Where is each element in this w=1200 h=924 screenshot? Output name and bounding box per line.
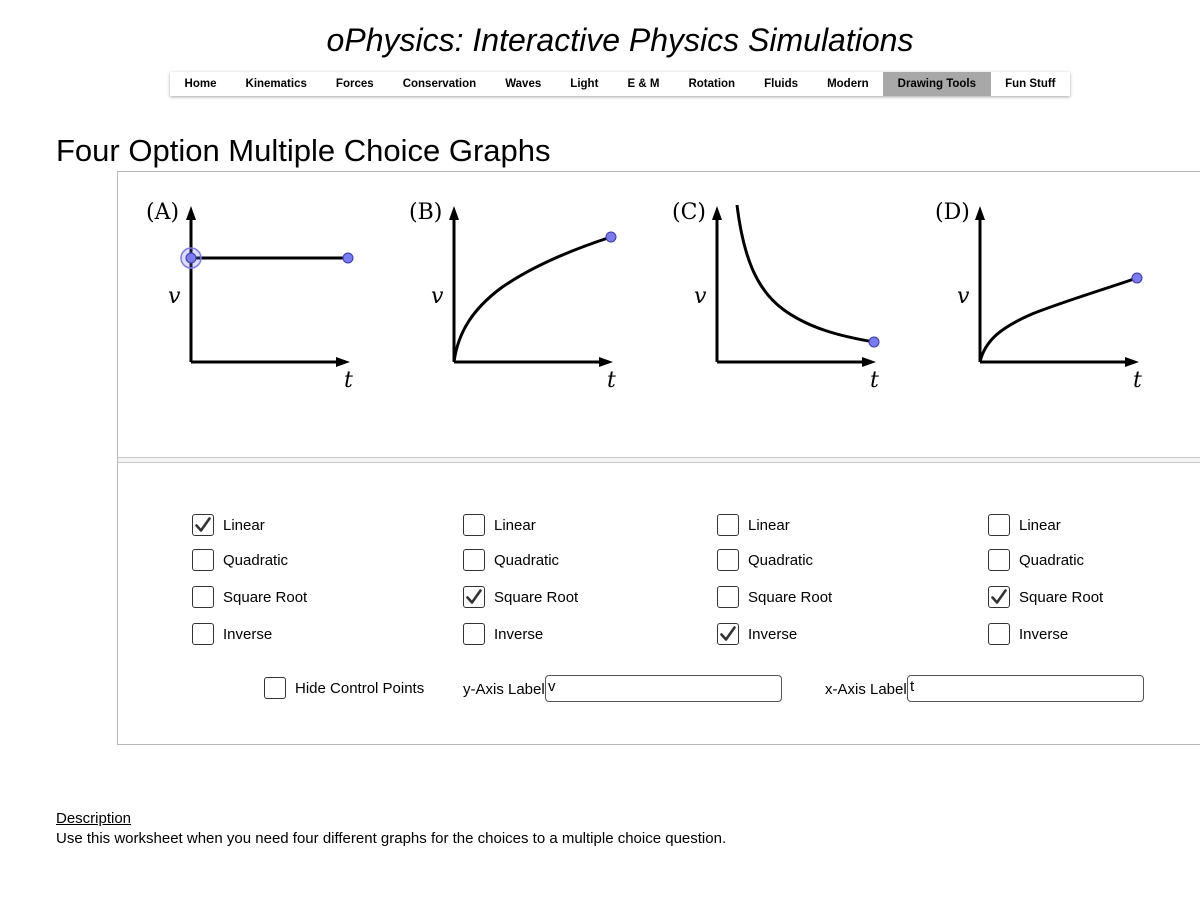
option-a-square-root[interactable]: [192, 584, 307, 610]
option-d-square-root[interactable]: [988, 584, 1103, 610]
checkmark-icon: [990, 588, 1008, 606]
x-axis-arrow-icon: [599, 357, 613, 367]
x-axis-label: t: [344, 368, 353, 393]
option-label: Inverse: [1019, 625, 1069, 643]
option-a-linear[interactable]: [192, 512, 265, 538]
x-axis-field-label: x-Axis Label: [825, 681, 907, 698]
nav-kinematics[interactable]: Kinematics: [245, 78, 307, 90]
x-axis-label: t: [607, 368, 616, 393]
option-d-quadratic[interactable]: [988, 547, 1084, 573]
checkbox[interactable]: [192, 586, 214, 608]
graph-curve: [980, 278, 1137, 362]
graph-area: [118, 172, 1200, 458]
option-b-inverse[interactable]: [463, 621, 543, 647]
checkbox[interactable]: [463, 586, 485, 608]
y-axis-label: v: [431, 284, 444, 309]
y-axis-label: v: [168, 284, 181, 309]
nav-fluids[interactable]: Fluids: [764, 78, 799, 90]
option-label: Linear: [1019, 516, 1061, 534]
nav-conservation[interactable]: Conservation: [402, 78, 477, 90]
option-a-inverse[interactable]: [192, 621, 272, 647]
control-point-start[interactable]: [186, 253, 196, 263]
page-title: Four Option Multiple Choice Graphs: [56, 133, 551, 168]
control-point-end[interactable]: [1132, 273, 1142, 283]
option-label: Inverse: [494, 625, 544, 643]
option-label: Quadratic: [1019, 551, 1085, 569]
nav-light[interactable]: Light: [570, 78, 599, 90]
nav-fun-stuff[interactable]: Fun Stuff: [1005, 78, 1056, 90]
option-label: Linear: [494, 516, 536, 534]
option-a-quadratic[interactable]: [192, 547, 288, 573]
checkmark-icon: [719, 625, 737, 643]
site-title: oPhysics: Interactive Physics Simulations: [326, 22, 914, 58]
checkbox[interactable]: [717, 623, 739, 645]
x-axis-label-input[interactable]: t: [907, 675, 1144, 702]
checkbox[interactable]: [717, 549, 739, 571]
checkbox[interactable]: [988, 514, 1010, 536]
checkmark-icon: [194, 516, 212, 534]
graph-c: [664, 172, 904, 432]
graph-label: (A): [146, 200, 180, 225]
option-b-quadratic[interactable]: [463, 547, 559, 573]
option-label: Quadratic: [748, 551, 814, 569]
checkbox[interactable]: [463, 514, 485, 536]
graph-b: [401, 172, 641, 432]
checkbox[interactable]: [264, 677, 286, 699]
option-d-linear[interactable]: [988, 512, 1061, 538]
nav-forces[interactable]: Forces: [335, 78, 374, 90]
checkbox[interactable]: [192, 514, 214, 536]
checkbox[interactable]: [717, 514, 739, 536]
option-c-inverse[interactable]: [717, 621, 797, 647]
graph-a: [138, 172, 378, 432]
checkbox[interactable]: [717, 586, 739, 608]
option-label: Inverse: [748, 625, 798, 643]
main-navbar: [170, 72, 1070, 96]
option-c-linear[interactable]: [717, 512, 790, 538]
y-axis-arrow-icon: [449, 206, 459, 220]
option-b-linear[interactable]: [463, 512, 536, 538]
graph-label: (B): [409, 200, 443, 225]
graph-d: [927, 172, 1167, 432]
control-point-end[interactable]: [869, 337, 879, 347]
checkmark-icon: [465, 588, 483, 606]
graph-curve: [737, 205, 874, 342]
option-label: Square Root: [748, 588, 833, 606]
option-d-inverse[interactable]: [988, 621, 1068, 647]
graph-label: (D): [935, 200, 970, 225]
nav-drawing-tools[interactable]: Drawing Tools: [883, 72, 990, 96]
y-axis-label-input[interactable]: v: [545, 675, 782, 702]
graph-curve: [454, 237, 611, 362]
x-axis-arrow-icon: [1125, 357, 1139, 367]
x-axis-label: t: [1133, 368, 1142, 393]
option-c-quadratic[interactable]: [717, 547, 813, 573]
option-label: Quadratic: [223, 551, 289, 569]
x-axis-label: t: [870, 368, 879, 393]
option-label: Square Root: [1019, 588, 1104, 606]
y-axis-arrow-icon: [186, 206, 196, 220]
option-label: Quadratic: [494, 551, 560, 569]
y-axis-arrow-icon: [975, 206, 985, 220]
panel-divider: [118, 457, 1200, 463]
checkbox[interactable]: [192, 623, 214, 645]
y-axis-label: v: [957, 284, 970, 309]
nav-modern[interactable]: Modern: [827, 78, 869, 90]
option-label: Inverse: [223, 625, 273, 643]
option-label: Linear: [223, 516, 265, 534]
option-label: Square Root: [494, 588, 579, 606]
y-axis-label: v: [694, 284, 707, 309]
option-label: Square Root: [223, 588, 308, 606]
graph-label: (C): [672, 200, 706, 225]
nav-rotation[interactable]: Rotation: [688, 78, 736, 90]
control-point-end[interactable]: [343, 253, 353, 263]
hide-control-points-label: Hide Control Points: [295, 679, 425, 697]
nav-e-and-m[interactable]: E & M: [627, 78, 660, 90]
description-text: Use this worksheet when you need four different graphs for the choices to a multiple choice question.: [56, 830, 727, 847]
option-c-square-root[interactable]: [717, 584, 832, 610]
hide-control-points-toggle[interactable]: [264, 675, 424, 701]
y-axis-arrow-icon: [712, 206, 722, 220]
x-axis-arrow-icon: [862, 357, 876, 367]
description-title: Description: [56, 810, 132, 827]
option-b-square-root[interactable]: [463, 584, 578, 610]
option-label: Linear: [748, 516, 790, 534]
nav-waves[interactable]: Waves: [505, 78, 542, 90]
checkbox[interactable]: [463, 623, 485, 645]
checkbox[interactable]: [988, 586, 1010, 608]
checkbox[interactable]: [463, 549, 485, 571]
y-axis-field-label: y-Axis Label: [463, 681, 545, 698]
checkbox[interactable]: [988, 549, 1010, 571]
nav-home[interactable]: Home: [184, 78, 217, 90]
checkbox[interactable]: [988, 623, 1010, 645]
x-axis-arrow-icon: [336, 357, 350, 367]
checkbox[interactable]: [192, 549, 214, 571]
control-point-end[interactable]: [606, 232, 616, 242]
applet-frame: [117, 171, 1200, 745]
